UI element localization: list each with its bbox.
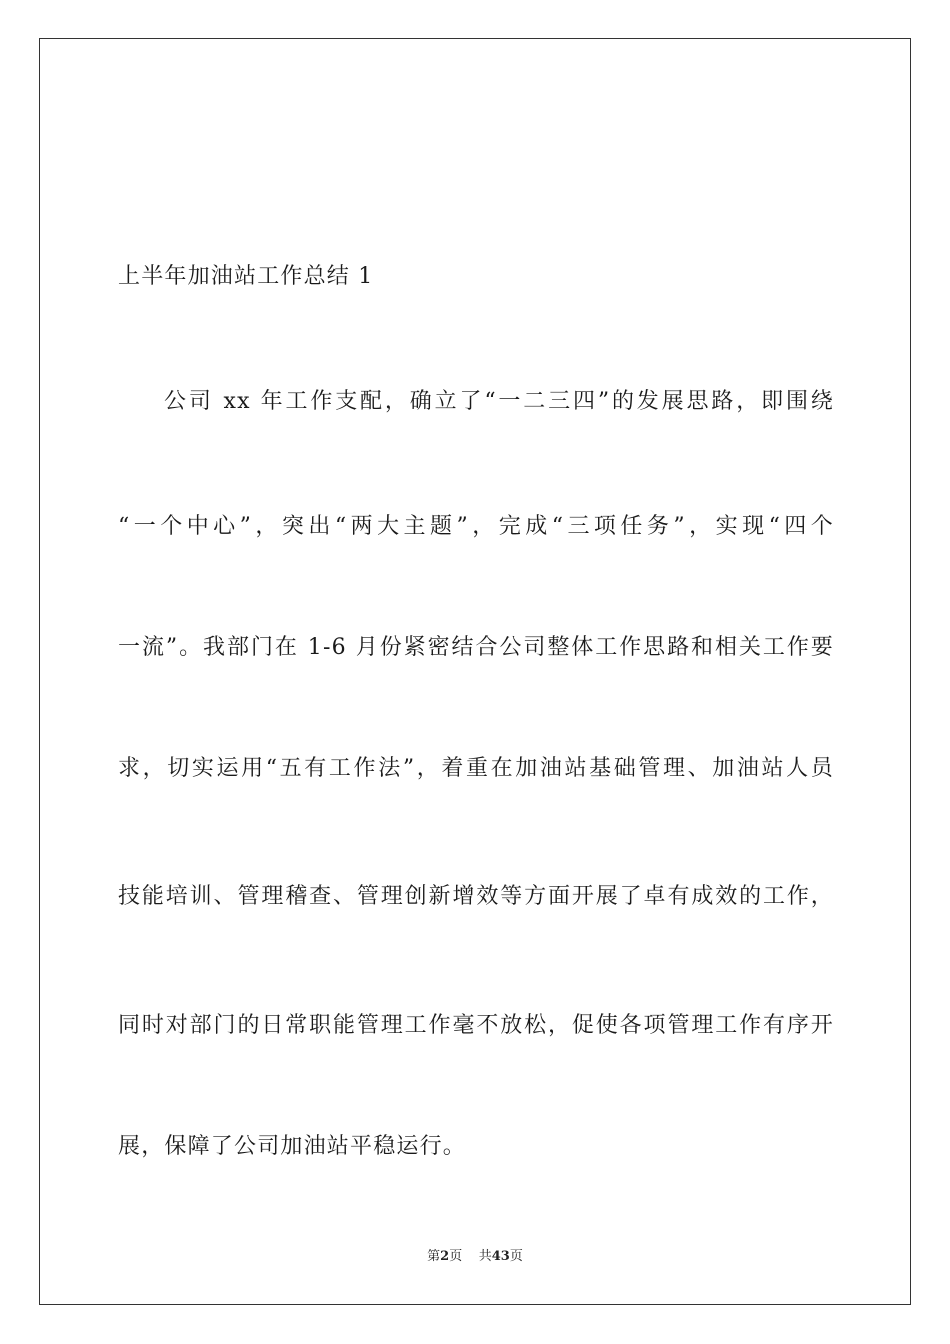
footer-total-prefix: 共 (478, 1249, 492, 1264)
footer-total-suffix: 页 (509, 1249, 523, 1264)
paragraph-line-7: 展，保障了公司加油站平稳运行。 (118, 1134, 467, 1159)
paragraph-line-5: 技能培训、管理稽查、管理创新增效等方面开展了卓有成效的工作， (118, 884, 834, 909)
document-title: 上半年加油站工作总结 1 (118, 264, 374, 289)
footer-page-prefix: 第 (427, 1249, 441, 1264)
paragraph-line-3: 一流”。我部门在 1-6 月份紧密结合公司整体工作思路和相关工作要 (118, 635, 834, 660)
footer-page-total: 43 (491, 1249, 510, 1264)
paragraph-line-6: 同时对部门的日常职能管理工作毫不放松，促使各项管理工作有序开 (118, 1013, 834, 1038)
paragraph-line-4: 求，切实运用“五有工作法”，着重在加油站基础管理、加油站人员 (118, 756, 834, 781)
page-footer (0, 1248, 950, 1266)
paragraph-line-2: “一个中心”，突出“两大主题”，完成“三项任务”，实现“四个 (118, 514, 834, 539)
page-frame (39, 38, 911, 1305)
footer-page-current: 2 (440, 1249, 450, 1264)
paragraph-line-1: 公司 xx 年工作支配，确立了“一二三四”的发展思路，即围绕 (164, 389, 834, 414)
footer-page-suffix: 页 (449, 1249, 463, 1264)
